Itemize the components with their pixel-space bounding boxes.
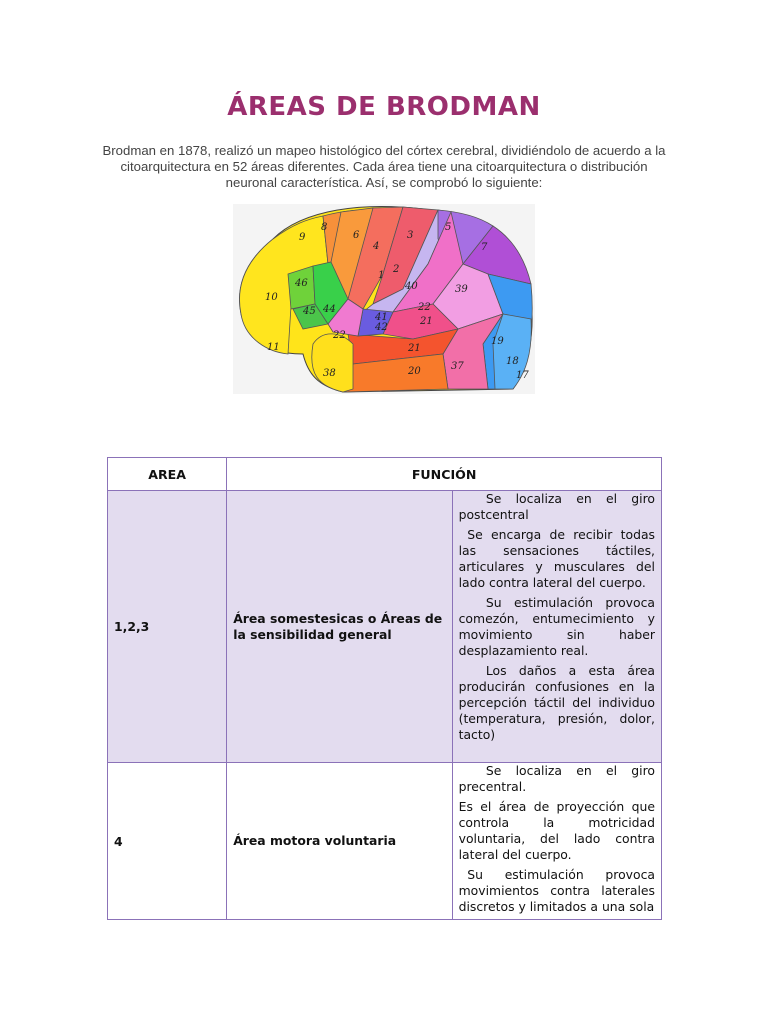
svg-text:41: 41 bbox=[375, 312, 388, 323]
svg-text:39: 39 bbox=[455, 284, 468, 295]
svg-text:22: 22 bbox=[418, 302, 431, 313]
svg-text:42: 42 bbox=[375, 322, 388, 333]
brodmann-brain-map bbox=[233, 204, 535, 394]
svg-text:38: 38 bbox=[323, 368, 336, 379]
svg-text:9: 9 bbox=[299, 232, 306, 243]
svg-text:4: 4 bbox=[373, 241, 380, 252]
svg-text:22: 22 bbox=[333, 330, 346, 341]
header-funcion: FUNCIÓN bbox=[227, 458, 662, 491]
detail-paragraph: Los daños a esta área producirán confusiones en la percepción táctil del individuo (temperatura, presión, dolor, tacto) bbox=[458, 663, 655, 742]
svg-text:11: 11 bbox=[267, 342, 280, 353]
area-number: 4 bbox=[108, 763, 227, 920]
detail-paragraph: Se encarga de recibir todas las sensaciones táctiles, articulares y musculares del lado contra lateral del cuerpo. bbox=[458, 527, 655, 590]
svg-text:17: 17 bbox=[516, 370, 529, 381]
svg-text:6: 6 bbox=[353, 230, 360, 241]
svg-text:40: 40 bbox=[405, 281, 418, 292]
svg-text:19: 19 bbox=[491, 336, 504, 347]
detail-paragraph: Se localiza en el giro postcentral bbox=[458, 491, 655, 522]
svg-text:5: 5 bbox=[445, 222, 452, 233]
svg-text:37: 37 bbox=[451, 361, 464, 372]
detail-paragraph: Su estimulación provoca movimientos contra laterales discretos y limitados a una sola bbox=[458, 867, 655, 914]
brodmann-areas-table bbox=[107, 457, 662, 920]
detail-paragraph: Su estimulación provoca comezón, entumecimiento y movimiento sin haber desplazamiento real. bbox=[458, 595, 655, 658]
svg-text:21: 21 bbox=[420, 316, 433, 327]
svg-text:2: 2 bbox=[393, 264, 400, 275]
detail-paragraph: Se localiza en el giro precentral. bbox=[458, 763, 655, 794]
svg-text:20: 20 bbox=[408, 366, 421, 377]
svg-text:1: 1 bbox=[378, 270, 385, 281]
area-name: Área somestesicas o Áreas de la sensibilidad general bbox=[227, 491, 452, 763]
svg-text:10: 10 bbox=[265, 292, 278, 303]
table-header-row bbox=[108, 458, 662, 491]
svg-text:8: 8 bbox=[321, 222, 328, 233]
svg-text:21: 21 bbox=[408, 343, 421, 354]
area-details bbox=[452, 763, 661, 920]
header-area: AREA bbox=[108, 458, 227, 491]
table-row bbox=[108, 763, 662, 920]
svg-text:45: 45 bbox=[303, 306, 316, 317]
area-number: 1,2,3 bbox=[108, 491, 227, 763]
svg-text:3: 3 bbox=[407, 230, 414, 241]
area-name: Área motora voluntaria bbox=[227, 763, 452, 920]
svg-text:7: 7 bbox=[481, 242, 488, 253]
intro-paragraph: Brodman en 1878, realizó un mapeo histológico del córtex cerebral, dividiéndolo de acuerdo a la citoarquitectura en 52 áreas diferentes. Cada área tiene una citoarquitectura o distribución neuronal característica. Así, se comprobó lo siguiente: bbox=[102, 143, 666, 190]
detail-paragraph: Es el área de proyección que controla la motricidad voluntaria, del lado contra lateral del cuerpo. bbox=[458, 799, 655, 862]
area-details bbox=[452, 491, 661, 763]
svg-text:18: 18 bbox=[506, 356, 519, 367]
page-title: ÁREAS DE BRODMAN bbox=[227, 92, 541, 122]
svg-text:44: 44 bbox=[323, 304, 336, 315]
svg-text:46: 46 bbox=[295, 278, 308, 289]
table-row bbox=[108, 491, 662, 763]
